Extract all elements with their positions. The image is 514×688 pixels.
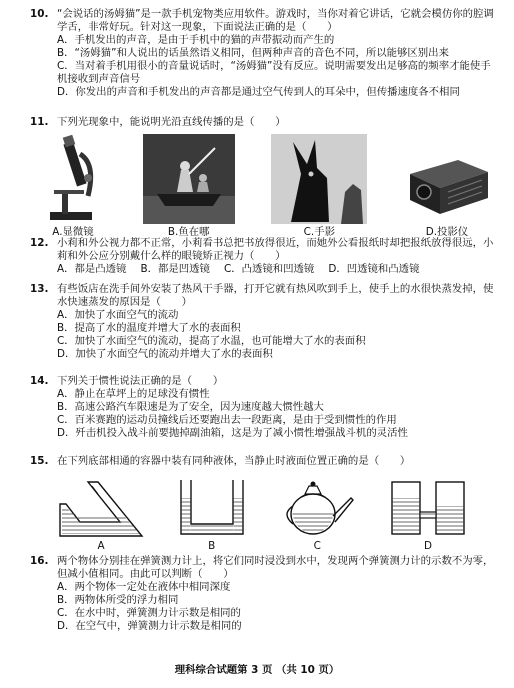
- question-number: 13.: [30, 283, 49, 295]
- option-a: A．手机发出的声音，是由于手机中的猫的声带振动而产生的: [57, 34, 335, 46]
- option-c: C．凸透镜和凹透镜: [223, 263, 315, 275]
- question-number: 11.: [30, 116, 49, 128]
- option-c: C．在水中时，弹簧测力计示数是相同的: [57, 607, 241, 619]
- u-tube-icon: [177, 476, 247, 538]
- question-number: 10.: [30, 8, 49, 20]
- question-11: [30, 116, 500, 129]
- question-14: [30, 375, 500, 440]
- question-stem: 下列关于惯性说法正确的是（ ）: [57, 375, 224, 387]
- caption: A.显微镜: [52, 226, 94, 238]
- option-d: D．凹透镜和凸透镜: [328, 263, 420, 275]
- option-c: C．加快了水面空气的流动，提高了水温，也可能增大了水的表面积: [57, 335, 366, 347]
- caption: C.手影: [303, 226, 335, 238]
- question-stem: 小莉和外公视力都不正常，小莉看书总把书放得很近，而她外公看报纸时却把报纸放得很远，小莉和外公应分别戴什么样的眼镜矫正视力（ ）: [57, 237, 494, 262]
- question-stem: 下列光现象中，能说明光沿直线传播的是（ ）: [57, 116, 286, 128]
- question-number: 15.: [30, 455, 49, 467]
- option-d: D．加快了水面空气的流动并增大了水的表面积: [57, 348, 273, 360]
- option-a: A．两个物体一定处在液体中相同深度: [57, 581, 231, 593]
- container-b: [177, 476, 247, 553]
- question-12: [30, 237, 500, 276]
- caption: C: [313, 540, 321, 552]
- option-c: C．当对着手机用很小的音量说话时，“汤姆猫”没有反应。说明需要发出足够高的频率才能使手机接收到声音信号: [57, 60, 491, 85]
- option-d: D．你发出的声音和手机发出的声音都是通过空气传到人的耳朵中，但传播速度各不相同: [57, 86, 460, 98]
- option-b: B．两物体所受的浮力相同: [57, 594, 179, 606]
- figure-c: [271, 134, 367, 239]
- container-c: [279, 476, 355, 553]
- option-c: C．百米赛跑的运动员撞线后还要跑出去一段距离，是由于受到惯性的作用: [57, 414, 397, 426]
- hand-shadow-icon: [271, 134, 367, 224]
- q15-figures: [58, 476, 468, 553]
- option-d: D．在空气中，弹簧测力计示数是相同的: [57, 620, 242, 632]
- caption: B.鱼在哪: [167, 226, 210, 238]
- figure-d: [404, 134, 490, 239]
- figure-a: [40, 134, 106, 239]
- microscope-icon: [40, 134, 106, 224]
- caption: D.投影仪: [425, 226, 469, 238]
- options-row: [30, 263, 500, 276]
- question-13: [30, 283, 500, 361]
- caption: B: [208, 540, 216, 552]
- option-b: B．高速公路汽车限速是为了安全，因为速度越大惯性越大: [57, 401, 324, 413]
- option-d: D．歼击机投入战斗前要抛掉副油箱，这是为了减小惯性增强战斗机的灵活性: [57, 427, 408, 439]
- question-number: 16.: [30, 555, 49, 567]
- slanted-container-icon: [58, 476, 144, 538]
- option-a: A．都是凸透镜: [57, 263, 127, 275]
- figure-b: [143, 134, 235, 239]
- q11-figures: [40, 134, 490, 239]
- caption: D: [423, 540, 432, 552]
- container-a: [58, 476, 144, 553]
- page-footer: 理科综合试题第 3 页 （共 10 页）: [174, 664, 340, 676]
- option-a: A．加快了水面空气的流动: [57, 309, 179, 321]
- option-b: B．提高了水的温度并增大了水的表面积: [57, 322, 241, 334]
- connected-vessels-icon: [388, 476, 468, 538]
- question-stem: 在下列底部相通的容器中装有同种液体，当静止时液面位置正确的是（ ）: [57, 455, 411, 467]
- question-stem: 有些饭店在洗手间外安装了热风干手器，打开它就有热风吹到手上，使手上的水很快蒸发掉，使水快速蒸发的原因是（ ）: [57, 283, 494, 308]
- fishing-boat-icon: [143, 134, 235, 224]
- option-a: A．静止在草坪上的足球没有惯性: [57, 388, 210, 400]
- question-stem: “会说话的汤姆猫”是一款手机宠物类应用软件。游戏时，当你对着它讲话，它就会模仿你的腔调学舌，非常好玩。针对这一现象，下面说法正确的是（ ）: [57, 8, 494, 33]
- question-16: [30, 555, 500, 633]
- question-stem: 两个物体分别挂在弹簧测力计上，将它们同时浸没到水中，发现两个弹簧测力计的示数不为零，但减小值相同。由此可以判断（ ）: [57, 555, 494, 580]
- question-15: [30, 455, 500, 468]
- teapot-icon: [279, 476, 355, 538]
- option-b: B．都是凹透镜: [140, 263, 210, 275]
- container-d: [388, 476, 468, 553]
- projector-icon: [404, 134, 490, 224]
- question-number: 14.: [30, 375, 49, 387]
- question-10: [30, 8, 500, 99]
- question-number: 12.: [30, 237, 49, 249]
- caption: A: [97, 540, 105, 552]
- option-b: B．“汤姆猫”和人说出的话虽然语义相同，但两种声音的音色不同，所以能够区别出来: [57, 47, 449, 59]
